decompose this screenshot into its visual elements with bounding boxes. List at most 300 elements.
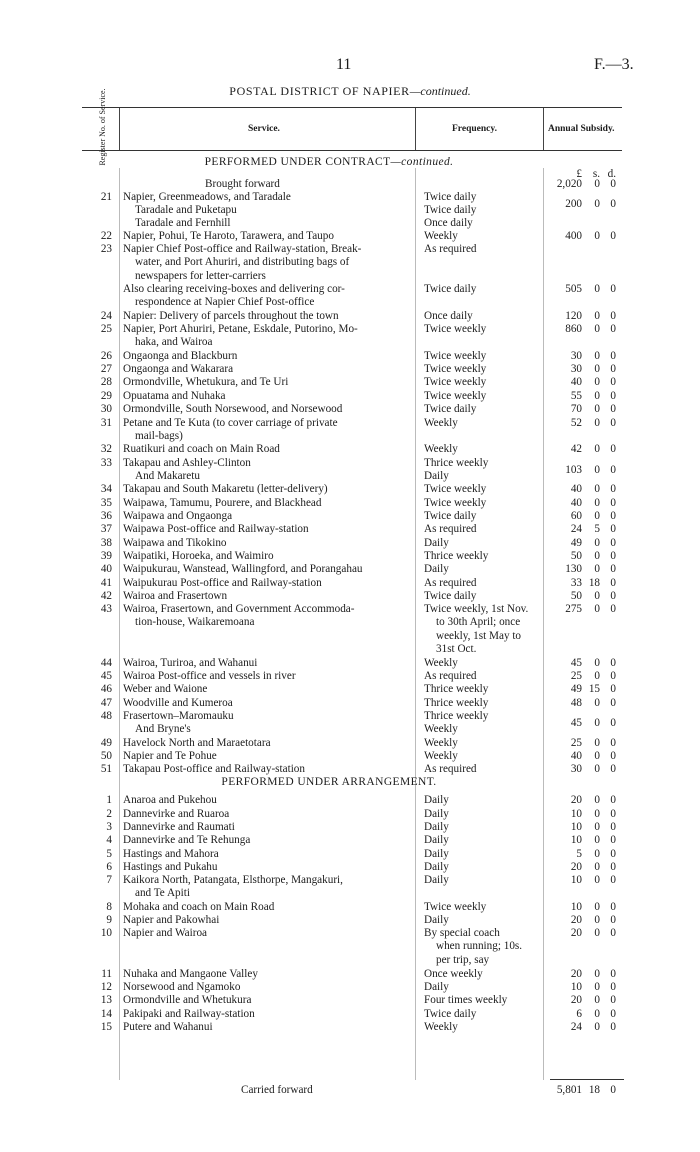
amount-shillings: 0: [594, 590, 600, 602]
frequency-line: Weekly: [424, 737, 458, 749]
amount-pence: 0: [610, 737, 616, 749]
service-line: Waipawa, Tamumu, Pourere, and Blackhead: [123, 497, 322, 509]
amount-shillings: 0: [594, 763, 600, 775]
amount-shillings: 0: [594, 717, 600, 729]
register-number: 37: [100, 523, 112, 535]
amount-pounds: 25: [570, 737, 582, 749]
carried-forward-shillings: 18: [588, 1084, 600, 1096]
frequency-line: As required: [424, 763, 477, 775]
register-number: 25: [100, 323, 112, 335]
amount-pence: 0: [610, 874, 616, 886]
service-line: Napier and Pakowhai: [123, 914, 220, 926]
service-description: [123, 403, 415, 416]
frequency-line: Daily: [424, 834, 449, 846]
register-number: 23: [100, 243, 112, 255]
amount-pence: 0: [610, 821, 616, 833]
service-description: [123, 697, 415, 710]
amount-pounds: 40: [570, 376, 582, 388]
amount-pounds: 10: [570, 981, 582, 993]
service-description: [123, 376, 415, 389]
amount-pounds: 10: [570, 874, 582, 886]
amount-shillings: 0: [594, 563, 600, 575]
frequency: [424, 204, 542, 217]
section-heading-arrangement: PERFORMED UNDER ARRANGEMENT.: [221, 776, 437, 788]
amount-pence: 0: [610, 376, 616, 388]
service-line: tion-house, Waikaremoana: [135, 616, 255, 629]
amount-pence: 0: [610, 497, 616, 509]
frequency: [424, 243, 542, 256]
frequency: [424, 376, 542, 389]
service-line: Petane and Te Kuta (to cover carriage of private: [123, 417, 338, 429]
frequency-line: Daily: [424, 981, 449, 993]
amount-pence: 0: [610, 363, 616, 375]
frequency: [424, 697, 542, 710]
amount-shillings: 0: [594, 901, 600, 913]
frequency: [424, 550, 542, 563]
amount-pounds: 42: [570, 443, 582, 455]
amount-shillings: 0: [594, 874, 600, 886]
frequency-line: Twice daily: [424, 403, 477, 415]
amount-pounds: 130: [565, 563, 582, 575]
amount-pounds: 6: [576, 1008, 582, 1020]
amount-pence: 0: [610, 523, 616, 535]
column-rule-frequency-body: [543, 168, 544, 1080]
service-description: [123, 968, 415, 981]
frequency-line: Weekly: [424, 723, 458, 735]
amount-shillings: 0: [594, 390, 600, 402]
amount-pounds: 10: [570, 821, 582, 833]
service-line: Napier, Port Ahuriri, Petane, Eskdale, Putorino, Mo-: [123, 323, 358, 335]
frequency-line: Once weekly: [424, 968, 483, 980]
service-description: [123, 191, 415, 204]
amount-pounds: 49: [570, 537, 582, 549]
amount-shillings: 0: [594, 510, 600, 522]
amount-pounds: 20: [570, 994, 582, 1006]
register-number: 24: [100, 310, 112, 322]
frequency-line: Daily: [424, 861, 449, 873]
amount-pence: 0: [610, 577, 616, 589]
amount-pence: 0: [610, 590, 616, 602]
service-description: [123, 683, 415, 696]
frequency: [424, 563, 542, 576]
frequency-line: Twice weekly: [424, 497, 487, 509]
service-line: Waipukurau Post-office and Railway-station: [123, 577, 322, 589]
register-number: 34: [100, 483, 112, 495]
service-description: [123, 350, 415, 363]
service-description: [123, 821, 415, 834]
frequency-line: Daily: [424, 808, 449, 820]
amount-pounds: 200: [565, 198, 582, 210]
frequency-line: Twice weekly: [424, 376, 487, 388]
service-description: [123, 363, 415, 376]
register-number: 44: [100, 657, 112, 669]
amount-pounds: 25: [570, 670, 582, 682]
amount-shillings: 0: [594, 283, 600, 295]
amount-pence: 0: [610, 443, 616, 455]
amount-pounds: 10: [570, 808, 582, 820]
brought-forward-shillings: 0: [594, 178, 600, 190]
register-number: 14: [100, 1008, 112, 1020]
amount-pence: 0: [610, 310, 616, 322]
frequency: [424, 763, 542, 776]
frequency-line: Daily: [424, 563, 449, 575]
amount-pence: 0: [610, 717, 616, 729]
frequency: [424, 457, 542, 470]
register-number: 22: [100, 230, 112, 242]
service-line: Frasertown–Maromauku: [123, 710, 234, 722]
register-number: 38: [100, 537, 112, 549]
column-rule-frequency: [543, 108, 544, 150]
service-line: Kaikora North, Patangata, Elsthorpe, Mangakuri,: [123, 874, 343, 886]
service-line: Waipawa and Tikokino: [123, 537, 227, 549]
title-continued: —continued.: [409, 84, 471, 98]
title-main: POSTAL DISTRICT OF NAPIER: [229, 84, 410, 98]
amount-pence: 0: [610, 417, 616, 429]
amount-pence: 0: [610, 1008, 616, 1020]
amount-shillings: 0: [594, 927, 600, 939]
amount-shillings: 0: [594, 750, 600, 762]
amount-pounds: 24: [570, 1021, 582, 1033]
service-description: [123, 603, 415, 630]
frequency: [424, 821, 542, 834]
frequency: [424, 968, 542, 981]
service-line: water, and Port Ahuriri, and distributing bags of: [135, 256, 350, 269]
service-line: Wairoa, Frasertown, and Government Accommoda-: [123, 603, 355, 615]
amount-pence: 0: [610, 510, 616, 522]
amount-shillings: 0: [594, 914, 600, 926]
frequency-line: Twice weekly: [424, 483, 487, 495]
amount-pounds: 48: [570, 697, 582, 709]
amount-pounds: 505: [565, 283, 582, 295]
amount-pence: 0: [610, 927, 616, 939]
service-description: [123, 1008, 415, 1021]
amount-pence: 0: [610, 794, 616, 806]
amount-shillings: 0: [594, 808, 600, 820]
amount-shillings: 0: [594, 230, 600, 242]
service-line: haka, and Wairoa: [135, 336, 213, 349]
service-line: Napier, Pohui, Te Haroto, Tarawera, and Taupo: [123, 230, 334, 242]
amount-pounds: 52: [570, 417, 582, 429]
amount-pence: 0: [610, 390, 616, 402]
frequency: [424, 191, 542, 204]
frequency: [424, 577, 542, 590]
frequency: [424, 390, 542, 403]
frequency: [424, 710, 542, 723]
register-number: 4: [106, 834, 112, 846]
frequency: [424, 217, 542, 230]
service-description: [123, 657, 415, 670]
service-description: [123, 457, 415, 470]
service-line: Hastings and Pukahu: [123, 861, 218, 873]
service-description: [123, 390, 415, 403]
amount-pence: 0: [610, 1021, 616, 1033]
register-number: 28: [100, 376, 112, 388]
service-line: And Makaretu: [135, 470, 200, 482]
register-number: 1: [106, 794, 112, 806]
total-rule: [550, 1079, 624, 1080]
service-description: [123, 861, 415, 874]
frequency-line: Four times weekly: [424, 994, 508, 1006]
register-number: 7: [106, 874, 112, 886]
service-line: Waipawa Post-office and Railway-station: [123, 523, 309, 535]
frequency-line: to 30th April; once: [436, 616, 521, 629]
amount-shillings: 0: [594, 1021, 600, 1033]
amount-pence: 0: [610, 750, 616, 762]
frequency-line: As required: [424, 670, 477, 682]
frequency-line: Daily: [424, 914, 449, 926]
frequency: [424, 590, 542, 603]
amount-pounds: 55: [570, 390, 582, 402]
frequency-line: As required: [424, 577, 477, 589]
register-header: Register No. of Service.: [98, 88, 107, 166]
frequency: [424, 834, 542, 847]
frequency: [424, 523, 542, 536]
service-description: [123, 470, 427, 483]
frequency: [424, 927, 542, 967]
register-number: 27: [100, 363, 112, 375]
amount-shillings: 0: [594, 848, 600, 860]
frequency-line: weekly, 1st May to: [436, 629, 522, 642]
service-description: [123, 537, 415, 550]
amount-pence: 0: [610, 968, 616, 980]
frequency: [424, 874, 542, 887]
service-description: [123, 563, 415, 576]
amount-pence: 0: [610, 603, 616, 615]
register-number: 8: [106, 901, 112, 913]
amount-pounds: 103: [565, 464, 582, 476]
service-line: respondence at Napier Chief Post-office: [135, 296, 315, 309]
frequency: [424, 1021, 542, 1034]
amount-pounds: 50: [570, 590, 582, 602]
frequency-header: Frequency.: [452, 124, 497, 134]
service-line: Waipawa and Ongaonga: [123, 510, 233, 522]
amount-shillings: 0: [594, 464, 600, 476]
service-line: Dannevirke and Ruaroa: [123, 808, 230, 820]
frequency-line: As required: [424, 523, 477, 535]
service-line: Takapau and South Makaretu (letter-delivery): [123, 483, 328, 495]
frequency: [424, 483, 542, 496]
carried-forward-pence: 0: [610, 1084, 616, 1096]
frequency-line: Daily: [424, 848, 449, 860]
amount-pounds: 50: [570, 550, 582, 562]
frequency: [424, 283, 542, 296]
frequency-line: Thrice weekly: [424, 697, 489, 709]
amount-shillings: 0: [594, 310, 600, 322]
subsidy-header: Annual Subsidy.: [548, 124, 615, 134]
amount-pence: 0: [610, 981, 616, 993]
section-heading-contract: PERFORMED UNDER CONTRACT—continued.: [204, 156, 454, 168]
service-line: Ormondville and Whetukura: [123, 994, 252, 1006]
register-number: 13: [100, 994, 112, 1006]
service-line: Takapau Post-office and Railway-station: [123, 763, 305, 775]
service-description: [123, 710, 415, 723]
amount-pounds: 45: [570, 717, 582, 729]
service-description: [123, 794, 415, 807]
frequency: [424, 737, 542, 750]
amount-pence: 0: [610, 464, 616, 476]
amount-pence: 0: [610, 861, 616, 873]
frequency-line: Daily: [424, 794, 449, 806]
service-description: [123, 737, 415, 750]
frequency-line: As required: [424, 243, 477, 255]
service-line: Anaroa and Pukehou: [123, 794, 217, 806]
service-line: Napier and Wairoa: [123, 927, 208, 939]
service-line: Ormondville, South Norsewood, and Norsewood: [123, 403, 343, 415]
service-line: Waipukurau, Wanstead, Wallingford, and Porangahau: [123, 563, 363, 575]
amount-pounds: 70: [570, 403, 582, 415]
register-number: 36: [100, 510, 112, 522]
service-description: [123, 981, 415, 994]
service-description: [123, 497, 415, 510]
amount-shillings: 0: [594, 821, 600, 833]
register-number: 11: [101, 968, 112, 980]
frequency-line: Weekly: [424, 230, 458, 242]
carried-forward-label: Carried forward: [241, 1084, 313, 1096]
frequency-line: Weekly: [424, 443, 458, 455]
register-number: 50: [100, 750, 112, 762]
service-line: Opuatama and Nuhaka: [123, 390, 226, 402]
service-description: [123, 550, 415, 563]
amount-shillings: 0: [594, 737, 600, 749]
amount-pence: 0: [610, 230, 616, 242]
amount-shillings: 0: [594, 794, 600, 806]
service-description: [123, 763, 415, 776]
amount-pence: 0: [610, 697, 616, 709]
amount-pounds: 40: [570, 750, 582, 762]
register-number: 30: [100, 403, 112, 415]
frequency-line: Twice daily: [424, 510, 477, 522]
header-rule-bottom: [82, 150, 622, 151]
frequency-line: 31st Oct.: [436, 642, 477, 655]
service-line: Ruatikuri and coach on Main Road: [123, 443, 280, 455]
amount-pence: 0: [610, 834, 616, 846]
service-description: [123, 577, 415, 590]
amount-shillings: 0: [594, 670, 600, 682]
amount-shillings: 0: [594, 994, 600, 1006]
frequency-line: Twice weekly: [424, 363, 487, 375]
carried-forward-pounds: 5,801: [556, 1084, 582, 1096]
register-number: 29: [100, 390, 112, 402]
amount-pounds: 30: [570, 763, 582, 775]
frequency-line: Twice daily: [424, 283, 477, 295]
frequency-line: Twice weekly, 1st Nov.: [424, 603, 529, 615]
amount-shillings: 5: [594, 523, 600, 535]
register-number: 45: [100, 670, 112, 682]
service-line: Also clearing receiving-boxes and delivering cor-: [123, 283, 345, 295]
frequency-line: Daily: [424, 537, 449, 549]
frequency-line: Twice daily: [424, 1008, 477, 1020]
service-line: Wairoa and Frasertown: [123, 590, 228, 602]
amount-shillings: 0: [594, 376, 600, 388]
frequency: [424, 750, 542, 763]
service-line: Weber and Waione: [123, 683, 208, 695]
frequency-line: Twice weekly: [424, 323, 487, 335]
amount-pounds: 120: [565, 310, 582, 322]
frequency: [424, 861, 542, 874]
service-line: Wairoa Post-office and vessels in river: [123, 670, 296, 682]
amount-pounds: 20: [570, 968, 582, 980]
amount-pounds: 30: [570, 363, 582, 375]
service-description: [123, 323, 415, 350]
service-line: Takapau and Ashley-Clinton: [123, 457, 251, 469]
amount-pounds: 860: [565, 323, 582, 335]
register-number: 41: [100, 577, 112, 589]
frequency: [424, 808, 542, 821]
amount-shillings: 0: [594, 417, 600, 429]
frequency: [424, 981, 542, 994]
frequency: [424, 670, 542, 683]
register-number: 10: [100, 927, 112, 939]
frequency-line: Twice weekly: [424, 901, 487, 913]
amount-pence: 0: [610, 323, 616, 335]
amount-pounds: 40: [570, 483, 582, 495]
page-number: 11: [336, 56, 352, 73]
service-header: Service.: [248, 124, 280, 134]
frequency: [424, 350, 542, 363]
frequency: [424, 443, 542, 456]
column-rule-service-body: [415, 168, 416, 1080]
amount-shillings: 0: [594, 981, 600, 993]
currency-pence: d.: [607, 168, 616, 180]
frequency: [424, 537, 542, 550]
service-description: [123, 310, 415, 323]
frequency: [424, 417, 542, 430]
service-description: [123, 243, 415, 283]
frequency: [424, 497, 542, 510]
frequency: [424, 1008, 542, 1021]
service-line: Waipatiki, Horoeka, and Waimiro: [123, 550, 274, 562]
header-rule-top: [82, 107, 622, 108]
currency-shillings: s.: [592, 168, 600, 180]
service-line: Hastings and Mahora: [123, 848, 219, 860]
service-line: Pakipaki and Railway-station: [123, 1008, 255, 1020]
service-description: [123, 1021, 415, 1034]
frequency-line: Once daily: [424, 310, 473, 322]
currency-pounds: £: [576, 168, 582, 180]
frequency: [424, 994, 542, 1007]
register-number: 51: [100, 763, 112, 775]
amount-pounds: 40: [570, 497, 582, 509]
register-number: 40: [100, 563, 112, 575]
amount-pence: 0: [610, 403, 616, 415]
register-number: 5: [106, 848, 112, 860]
frequency-line: Once daily: [424, 217, 473, 229]
amount-pounds: 400: [565, 230, 582, 242]
amount-pence: 0: [610, 914, 616, 926]
service-line: Taradale and Puketapu: [135, 204, 237, 216]
frequency-line: Twice weekly: [424, 390, 487, 402]
amount-pounds: 24: [570, 523, 582, 535]
service-description: [123, 808, 415, 821]
service-description: [123, 927, 415, 940]
frequency: [424, 470, 542, 483]
service-line: Dannevirke and Raumati: [123, 821, 235, 833]
frequency: [424, 603, 542, 656]
service-line: Napier Chief Post-office and Railway-station, Break-: [123, 243, 362, 255]
amount-shillings: 0: [594, 603, 600, 615]
amount-pence: 0: [610, 537, 616, 549]
amount-pence: 0: [610, 350, 616, 362]
service-line: Wairoa, Turiroa, and Wahanui: [123, 657, 258, 669]
frequency-line: Twice daily: [424, 204, 477, 216]
register-number: 12: [100, 981, 112, 993]
service-description: [123, 283, 415, 310]
amount-shillings: 0: [594, 1008, 600, 1020]
service-description: [123, 848, 415, 861]
service-line: Ormondville, Whetukura, and Te Uri: [123, 376, 289, 388]
service-description: [123, 230, 415, 243]
service-description: [123, 901, 415, 914]
